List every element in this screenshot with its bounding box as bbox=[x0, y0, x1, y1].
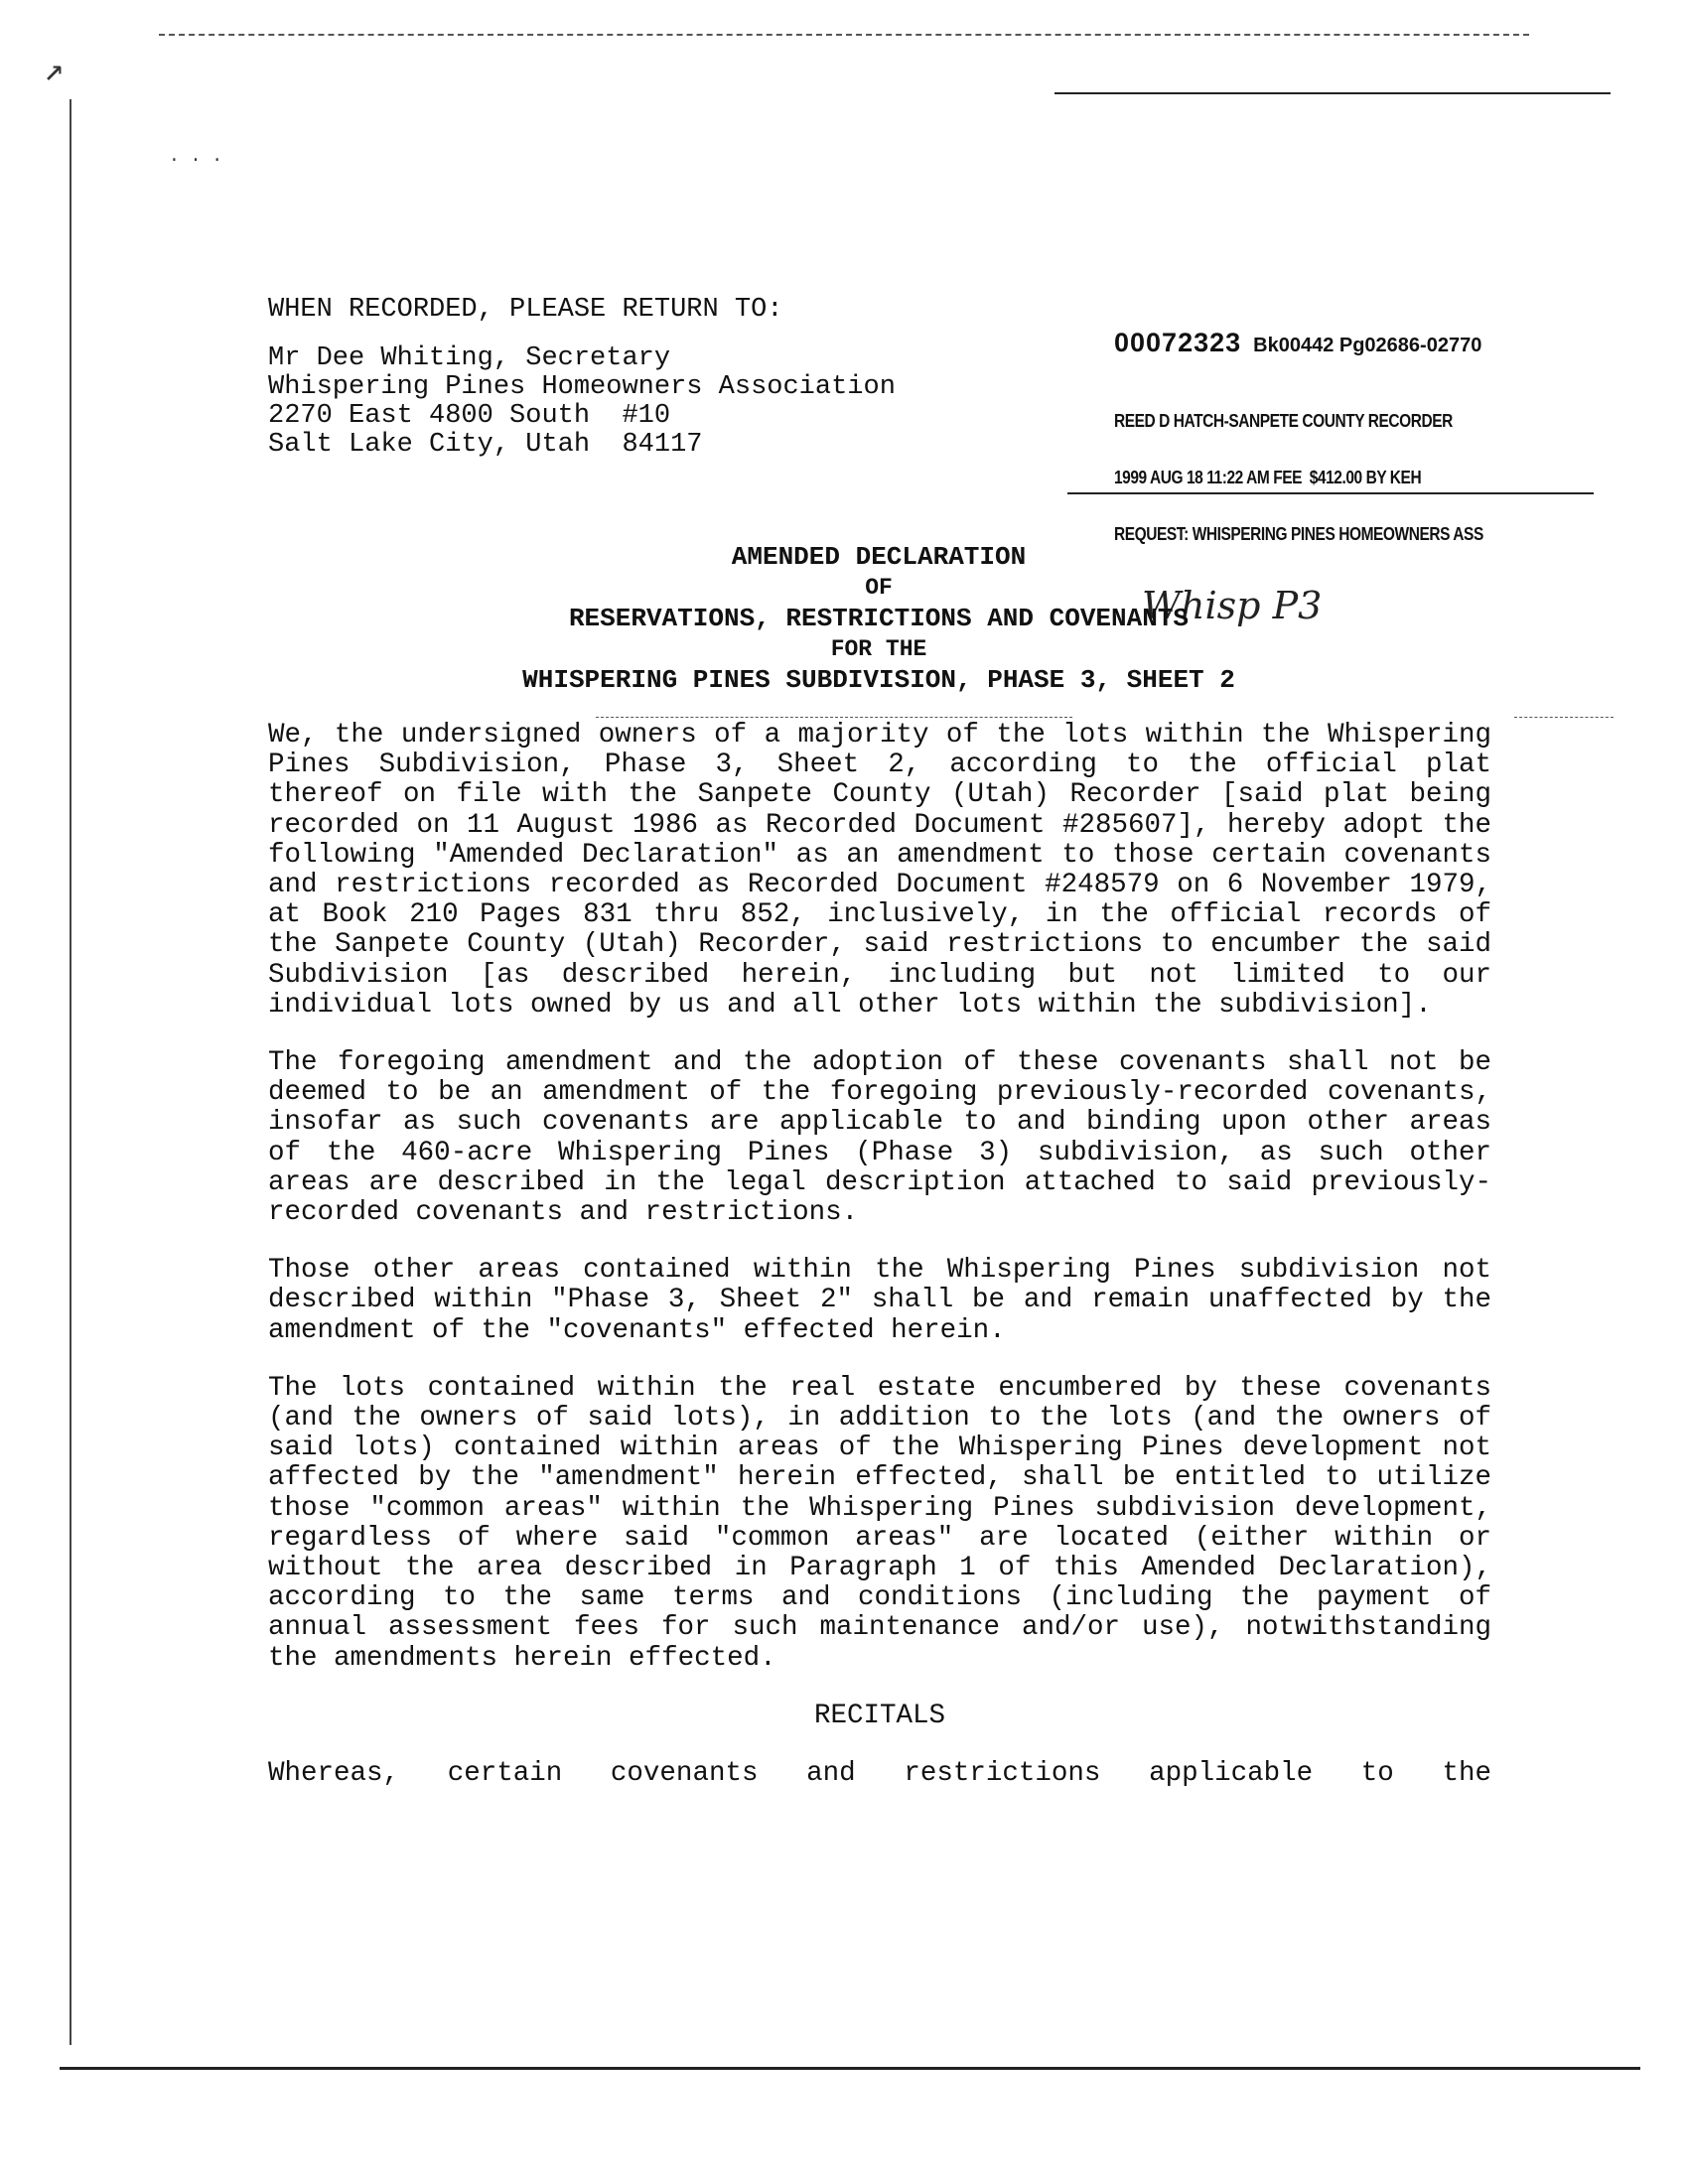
book-page-reference: Bk00442 Pg02686-02770 bbox=[1253, 335, 1482, 356]
recorder-name-line: REED D HATCH-SANPETE COUNTY RECORDER bbox=[1114, 411, 1453, 431]
paragraph-other-areas: Those other areas contained within the Whispering Pines subdivision not described within "Phase 3, Sheet 2" shall be and remain unaffected by the amendment of the "covenants" effected herein. bbox=[268, 1255, 1491, 1346]
bottom-scan-rule bbox=[60, 2067, 1640, 2070]
paragraph-adoption: We, the undersigned owners of a majority of the lots within the Whispering Pines Subdivision, Phase 3, Sheet 2, according to the official plat thereof on file with the Sanpete County (Utah) Recorder [said plat being recorded on 11 August 1986 as Recorded Document #285607], hereby adopt the following "Amended Declaration" as an amendment to those certain covenants and restrictions recorded as Recorded Document #248579 on 6 November 1979, at Book 210 Pages 831 thru 852, inclusively, in the official records of the Sanpete County (Utah) Recorder, said restrictions to encumber the said Subdivision [as described herein, including but not limited to our individual lots owned by us and all other lots within the subdivision]. bbox=[268, 720, 1491, 1021]
paragraph-common-areas: The lots contained within the real estate encumbered by these covenants (and the owners of said lots), in addition to the lots (and the owners of said lots) contained within areas of the Whispering Pines development not affected by the "amendment" herein effected, shall be entitled to utilize those "common areas" within the Whispering Pines subdivision development, regardless of where said "common areas" are located (either within or without the area described in Paragraph 1 of this Amended Declaration), according to the same terms and conditions (including the payment of annual assessment fees for such maintenance and/or use), notwithstanding the amendments herein effected. bbox=[268, 1372, 1491, 1674]
left-margin-rule bbox=[70, 99, 71, 2045]
return-heading: WHEN RECORDED, PLEASE RETURN TO: bbox=[268, 295, 783, 325]
right-margin-artifact bbox=[1514, 717, 1614, 718]
recitals-first-line: Whereas, certain covenants and restrictions applicable to the bbox=[268, 1758, 1491, 1790]
document-title bbox=[268, 542, 1489, 696]
title-line-4: FOR THE bbox=[830, 636, 927, 662]
corner-mark: ↗ bbox=[44, 54, 65, 91]
stamp-underline bbox=[1067, 492, 1594, 494]
handwritten-note: Whisp P3 bbox=[1142, 584, 1323, 627]
paragraph-non-amendment: The foregoing amendment and the adoption of these covenants shall not be deemed to be an amendment of the foregoing previously-recorded covenants, insofar as such covenants are applicable to and binding upon other areas of the 460-acre Whispering Pines (Phase 3) subdivision, as such other areas are described in the legal description attached to said previously-recorded covenants and restrictions. bbox=[268, 1047, 1491, 1229]
recording-date-fee-line: 1999 AUG 18 11:22 AM FEE $412.00 BY KEH bbox=[1114, 468, 1422, 487]
document-body bbox=[268, 721, 1491, 1817]
title-underline-artifact bbox=[596, 717, 1072, 718]
title-line-5: WHISPERING PINES SUBDIVISION, PHASE 3, SHEET 2 bbox=[522, 665, 1235, 695]
return-address-block bbox=[268, 296, 896, 460]
title-line-3: RESERVATIONS, RESTRICTIONS AND COVENANTS bbox=[568, 604, 1190, 633]
recitals-heading: RECITALS bbox=[813, 1700, 946, 1731]
top-scan-rule bbox=[1055, 92, 1611, 94]
recorded-document-number: 00072323 bbox=[1114, 328, 1242, 357]
recording-request-line: REQUEST: WHISPERING PINES HOMEOWNERS ASS bbox=[1114, 524, 1483, 544]
return-organization-line: Whispering Pines Homeowners Association bbox=[268, 372, 896, 402]
title-line-1: AMENDED DECLARATION bbox=[731, 542, 1027, 572]
top-dashed-artifact bbox=[159, 34, 1529, 36]
return-name-line: Mr Dee Whiting, Secretary bbox=[268, 343, 671, 373]
title-line-2: OF bbox=[865, 575, 893, 601]
return-city-line: Salt Lake City, Utah 84117 bbox=[268, 430, 703, 460]
return-street-line: 2270 East 4800 South #10 bbox=[268, 401, 671, 431]
scan-speck: · · · bbox=[169, 151, 223, 171]
